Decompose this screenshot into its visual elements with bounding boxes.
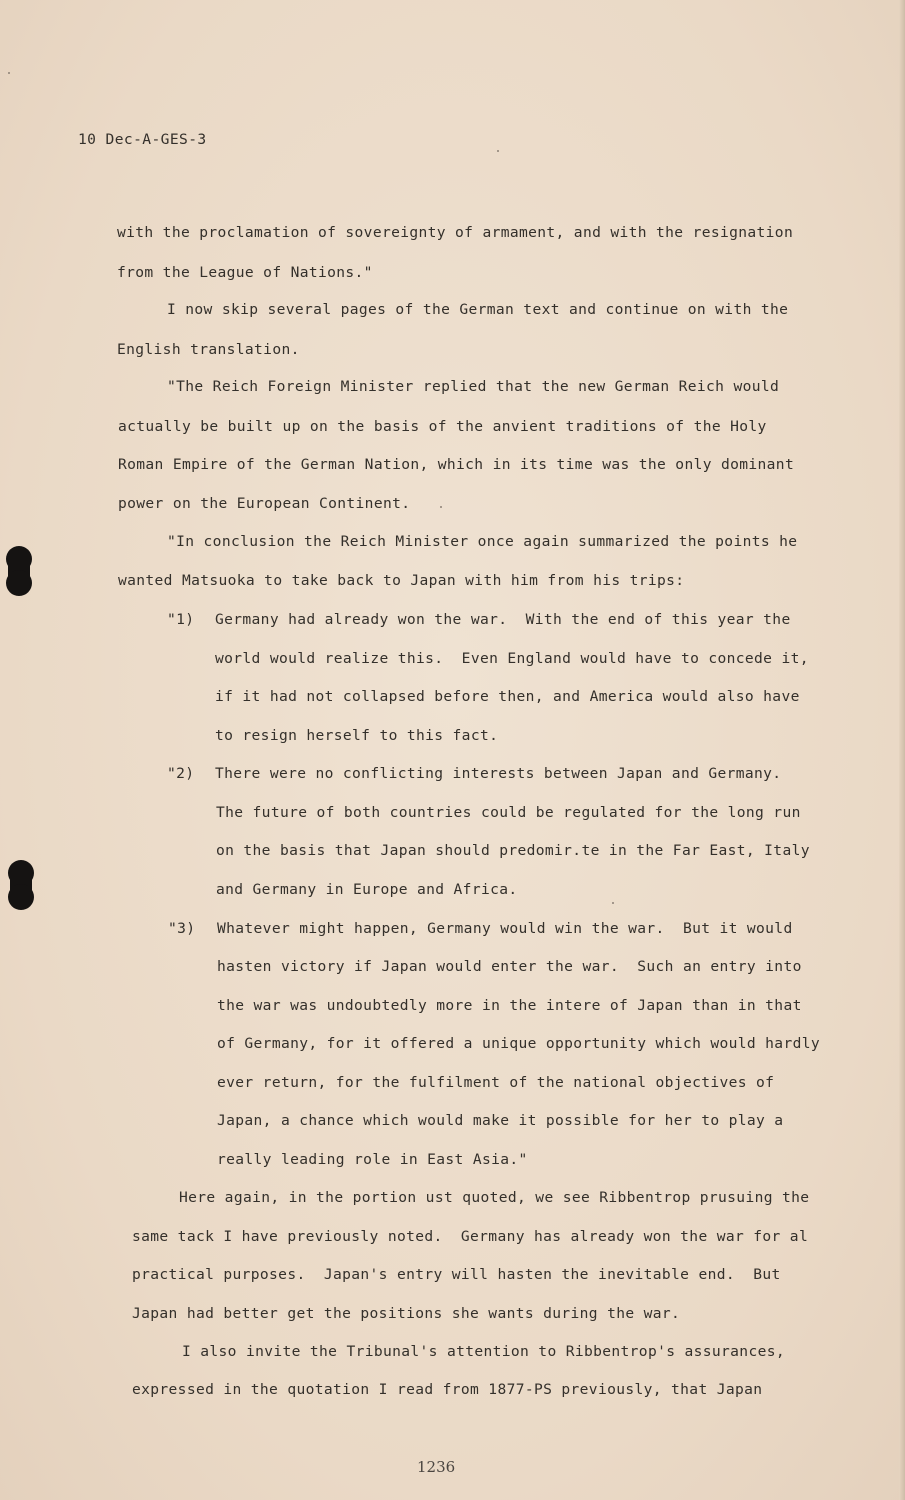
- text-line: to resign herself to this fact.: [215, 727, 499, 744]
- text-line: from the League of Nations.": [117, 264, 373, 281]
- paper-speck: [440, 506, 442, 508]
- binder-hole: [6, 570, 32, 596]
- text-line: Here again, in the portion ust quoted, we see Ribbentrop prusuing the: [179, 1189, 810, 1206]
- list-marker: "2): [167, 765, 195, 782]
- text-line: the war was undoubtedly more in the intere of Japan than in that: [217, 997, 802, 1014]
- document-reference: 10 Dec-A-GES-3: [78, 131, 207, 148]
- list-marker: "1): [167, 611, 195, 628]
- text-line: English translation.: [117, 341, 300, 358]
- list-marker: "3): [168, 920, 196, 937]
- paper-speck: [497, 150, 499, 152]
- page-edge: [899, 0, 905, 1500]
- text-line: I now skip several pages of the German text and continue on with the: [167, 301, 789, 318]
- text-line: same tack I have previously noted. Germany has already won the war for al: [132, 1228, 809, 1245]
- text-line: There were no conflicting interests between Japan and Germany.: [215, 765, 782, 782]
- text-line: practical purposes. Japan's entry will hasten the inevitable end. But: [132, 1266, 781, 1283]
- text-line: if it had not collapsed before then, and America would also have: [215, 688, 800, 705]
- text-line: expressed in the quotation I read from 1877-PS previously, that Japan: [132, 1381, 763, 1398]
- text-line: I also invite the Tribunal's attention to Ribbentrop's assurances,: [182, 1343, 785, 1360]
- text-line: and Germany in Europe and Africa.: [216, 881, 518, 898]
- text-line: Whatever might happen, Germany would win the war. But it would: [217, 920, 793, 937]
- text-line: ever return, for the fulfilment of the national objectives of: [217, 1074, 775, 1091]
- text-line: The future of both countries could be regulated for the long run: [216, 804, 801, 821]
- text-line: on the basis that Japan should predomir.te in the Far East, Italy: [216, 842, 810, 859]
- text-line: "The Reich Foreign Minister replied that the new German Reich would: [167, 378, 780, 395]
- text-line: with the proclamation of sovereignty of armament, and with the resignation: [117, 224, 794, 241]
- text-line: hasten victory if Japan would enter the war. Such an entry into: [217, 958, 802, 975]
- binder-hole: [8, 884, 34, 910]
- text-line: Japan had better get the positions she wants during the war.: [132, 1305, 681, 1322]
- paper-speck: [612, 902, 614, 904]
- text-line: power on the European Continent.: [118, 495, 411, 512]
- text-line: Germany had already won the war. With the end of this year the: [215, 611, 791, 628]
- text-line: of Germany, for it offered a unique opportunity which would hardly: [217, 1035, 820, 1052]
- paper-speck: [8, 72, 10, 74]
- page-number: 1236: [417, 1458, 456, 1476]
- text-line: "In conclusion the Reich Minister once again summarized the points he: [167, 533, 798, 550]
- text-line: world would realize this. Even England would have to concede it,: [215, 650, 809, 667]
- text-line: really leading role in East Asia.": [217, 1151, 528, 1168]
- text-line: wanted Matsuoka to take back to Japan with him from his trips:: [118, 572, 685, 589]
- text-line: Roman Empire of the German Nation, which in its time was the only dominant: [118, 456, 795, 473]
- text-line: actually be built up on the basis of the anvient traditions of the Holy: [118, 418, 767, 435]
- text-line: Japan, a chance which would make it possible for her to play a: [217, 1112, 784, 1129]
